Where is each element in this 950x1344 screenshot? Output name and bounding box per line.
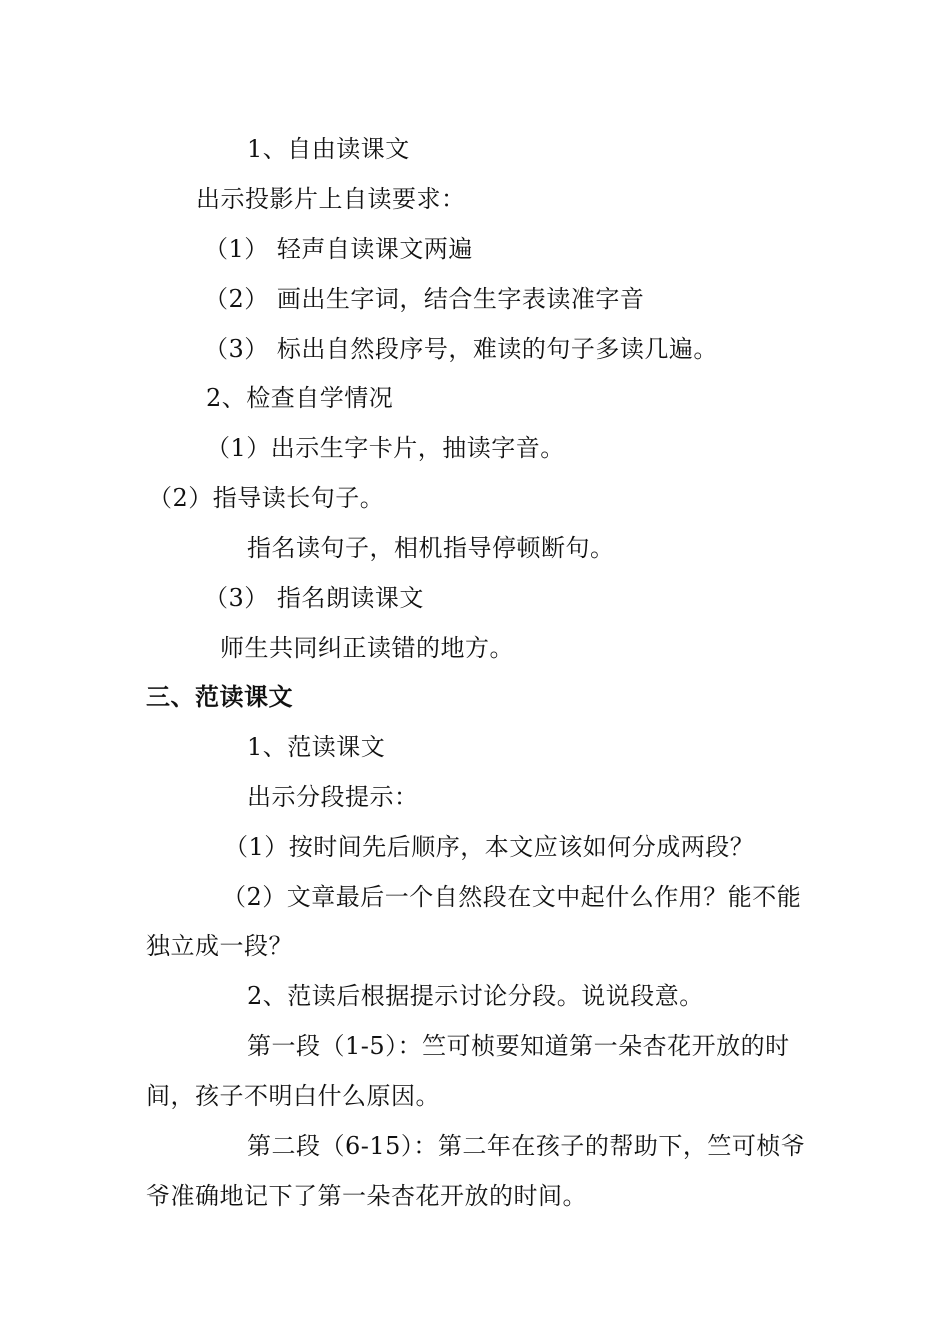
check-item-2-detail: 指名读句子，相机指导停顿断句。: [247, 534, 615, 562]
step-free-reading: 1、自由读课文: [247, 135, 410, 163]
check-item-3: （3） 指名朗读课文: [204, 584, 424, 612]
paragraph-1-summary: 第一段（1-5）：竺可桢要知道第一朵杏花开放的时: [247, 1032, 790, 1060]
check-item-1: （1）出示生字卡片，抽读字音。: [206, 434, 565, 462]
paragraph-2-summary-continued: 爷准确地记下了第一朵杏花开放的时间。: [146, 1182, 587, 1210]
check-item-3-detail: 师生共同纠正读错的地方。: [220, 634, 514, 662]
self-reading-requirements: 出示投影片上自读要求：: [196, 185, 466, 213]
paragraph-1-summary-continued: 间，孩子不明白什么原因。: [146, 1082, 440, 1110]
requirement-2: （2） 画出生字词，结合生字表读准字音: [204, 285, 645, 313]
hint-2-continued: 独立成一段？: [146, 932, 293, 960]
hint-1: （1）按时间先后顺序，本文应该如何分成两段？: [224, 833, 755, 861]
section-heading-3: 三、范读课文: [146, 683, 293, 711]
hint-2: （2）文章最后一个自然段在文中起什么作用？能不能: [222, 883, 802, 911]
paragraph-hint-intro: 出示分段提示：: [247, 783, 419, 811]
requirement-3: （3） 标出自然段序号，难读的句子多读几遍。: [204, 335, 718, 363]
check-item-2: （2）指导读长句子。: [148, 484, 385, 512]
paragraph-2-summary: 第二段（6-15）：第二年在孩子的帮助下，竺可桢爷: [247, 1132, 806, 1160]
step-check-self-study: 2、检查自学情况: [206, 384, 394, 412]
requirement-1: （1） 轻声自读课文两遍: [204, 235, 473, 263]
step-model-reading: 1、范读课文: [247, 733, 386, 761]
step-discuss-paragraphs: 2、范读后根据提示讨论分段。说说段意。: [247, 982, 704, 1010]
